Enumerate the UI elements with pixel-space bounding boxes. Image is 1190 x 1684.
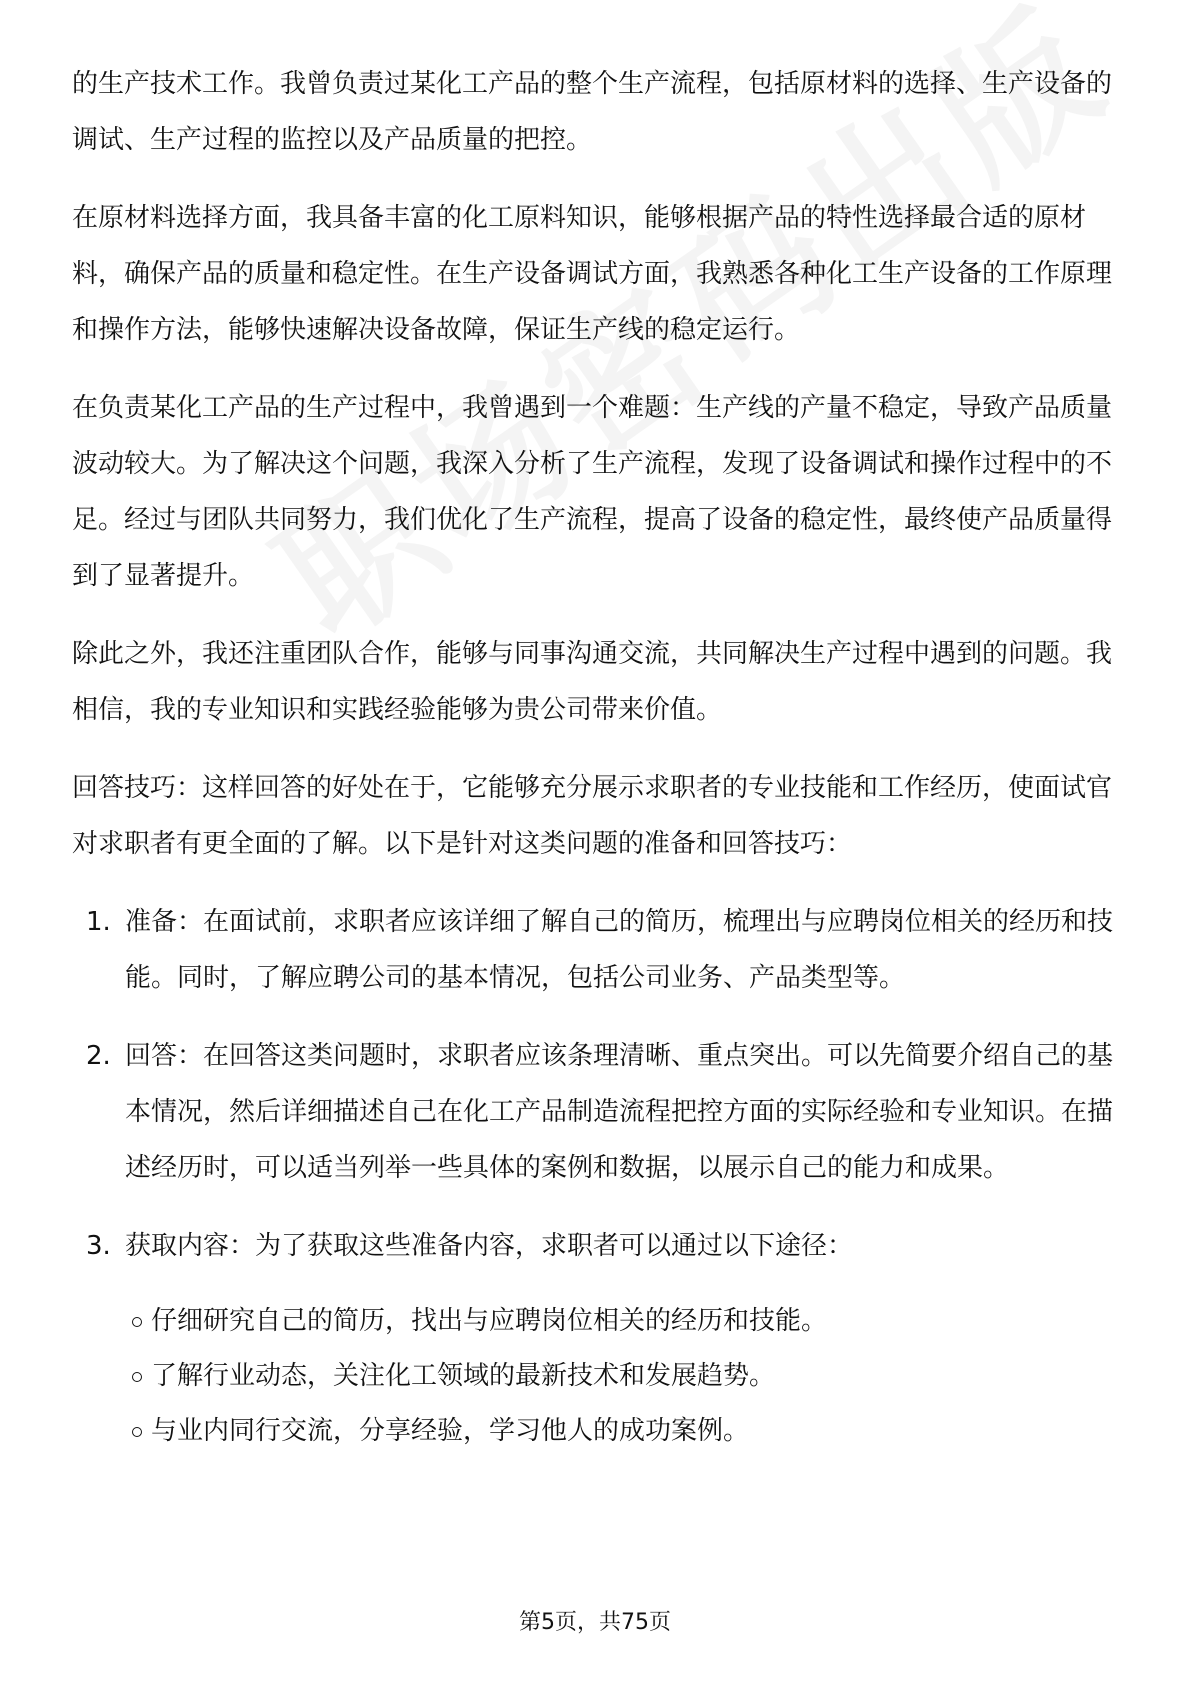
paragraph: 的生产技术工作。我曾负责过某化工产品的整个生产流程，包括原材料的选择、生产设备的调试、生产过程的监控以及产品质量的把控。 <box>72 69 1113 155</box>
bullet-item <box>125 1294 1118 1349</box>
bullet-item-text: 仔细研究自己的简历，找出与应聘岗位相关的经历和技能。 <box>151 1306 828 1336</box>
list-item <box>72 1028 1118 1196</box>
bullet-item <box>125 1404 1118 1459</box>
document-body <box>72 56 1118 1481</box>
bullet-circle-icon <box>132 1317 142 1327</box>
bullet-item <box>125 1349 1118 1404</box>
bullet-circle-icon <box>132 1372 142 1382</box>
paragraph: 在负责某化工产品的生产过程中，我曾遇到一个难题：生产线的产量不稳定，导致产品质量波动较大。为了解决这个问题，我深入分析了生产流程，发现了设备调试和操作过程中的不足。经过与团队共同努力，我们优化了生产流程，提高了设备的稳定性，最终使产品质量得到了显著提升。 <box>72 393 1113 591</box>
list-number: 1. <box>86 907 111 937</box>
list-number: 2. <box>86 1041 111 1071</box>
paragraph: 除此之外，我还注重团队合作，能够与同事沟通交流，共同解决生产过程中遇到的问题。我相信，我的专业知识和实践经验能够为贵公司带来价值。 <box>72 639 1113 725</box>
list-item-text: 准备：在面试前，求职者应该详细了解自己的简历，梳理出与应聘岗位相关的经历和技能。同时，了解应聘公司的基本情况，包括公司业务、产品类型等。 <box>125 907 1114 993</box>
numbered-list <box>72 894 1118 1459</box>
list-number: 3. <box>86 1231 111 1261</box>
page-number-footer: 第5页，共75页 <box>519 1610 671 1635</box>
bullet-circle-icon <box>132 1427 142 1437</box>
list-item <box>72 1218 1118 1459</box>
bullet-item-text: 与业内同行交流，分享经验，学习他人的成功案例。 <box>151 1416 750 1446</box>
list-item-text: 回答：在回答这类问题时，求职者应该条理清晰、重点突出。可以先简要介绍自己的基本情况，然后详细描述自己在化工产品制造流程把控方面的实际经验和专业知识。在描述经历时，可以适当列举一些具体的案例和数据，以展示自己的能力和成果。 <box>125 1041 1114 1183</box>
list-item-text: 获取内容：为了获取这些准备内容，求职者可以通过以下途径： <box>125 1231 854 1261</box>
list-item <box>72 894 1118 1006</box>
bullet-list <box>125 1294 1118 1459</box>
paragraph: 在原材料选择方面，我具备丰富的化工原料知识，能够根据产品的特性选择最合适的原材料，确保产品的质量和稳定性。在生产设备调试方面，我熟悉各种化工生产设备的工作原理和操作方法，能够快速解决设备故障，保证生产线的稳定运行。 <box>72 203 1113 345</box>
bullet-item-text: 了解行业动态，关注化工领域的最新技术和发展趋势。 <box>151 1361 776 1391</box>
paragraph: 回答技巧：这样回答的好处在于，它能够充分展示求职者的专业技能和工作经历，使面试官对求职者有更全面的了解。以下是针对这类问题的准备和回答技巧： <box>72 773 1113 859</box>
